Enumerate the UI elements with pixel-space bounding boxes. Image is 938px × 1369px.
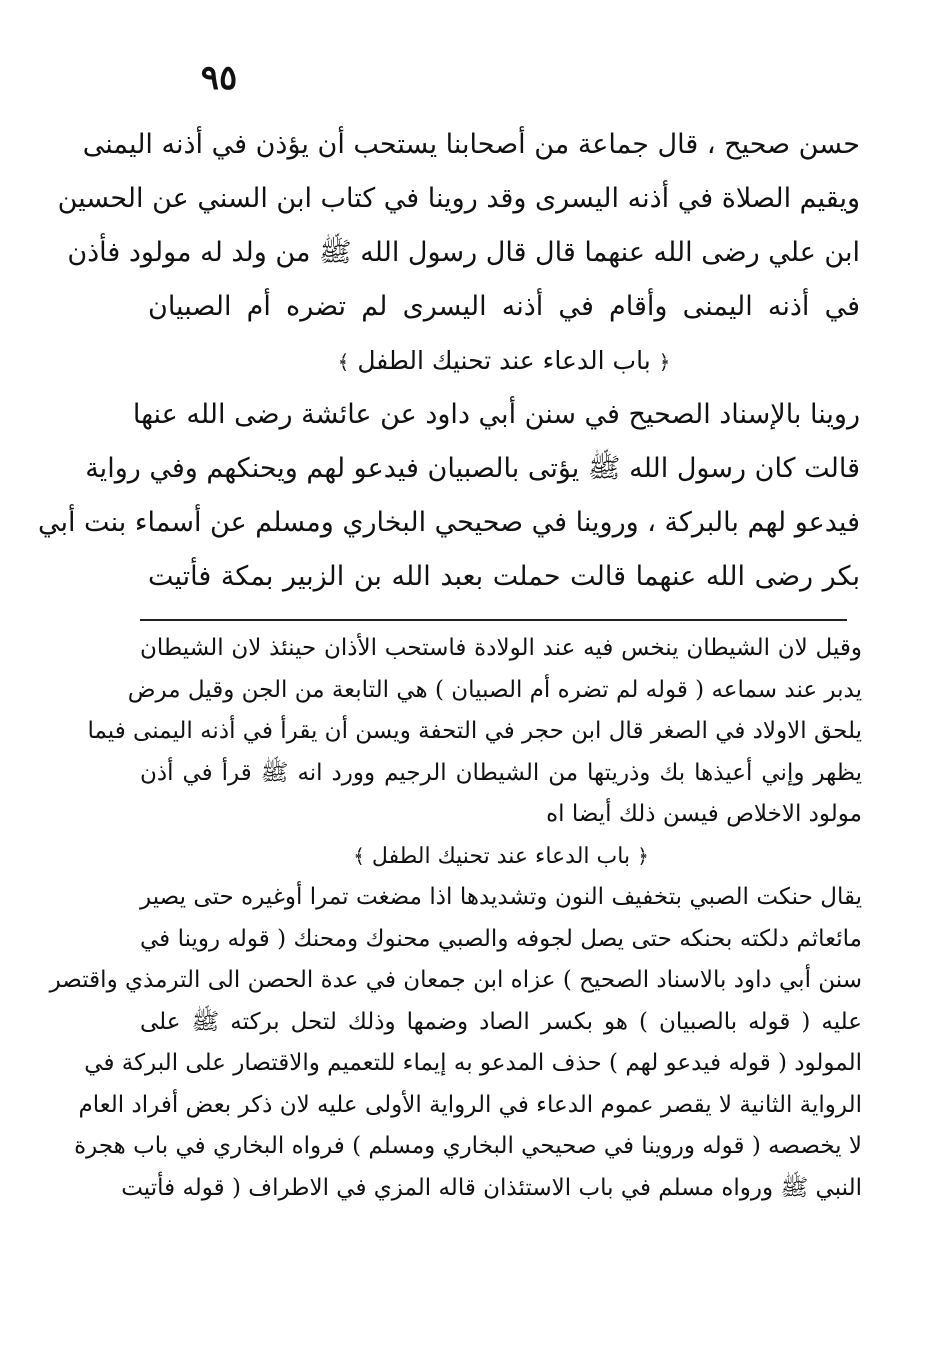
page-number: ٩٥ xyxy=(200,58,238,98)
commentary-line: لا يخصصه ( قوله وروينا في صحيحي البخاري ومسلم ) فرواه البخاري في باب هجرة xyxy=(74,1133,862,1159)
section-heading xyxy=(148,334,860,388)
commentary-line: النبي ﷺ ورواه مسلم في باب الاستئذان قاله المزي في الاطراف ( قوله فأتيت xyxy=(121,1174,862,1201)
commentary-line: يظهر وإني أعيذها بك وذريتها من الشيطان الرجيم وورد انه ﷺ قرأ في أذن xyxy=(140,759,862,786)
main-text xyxy=(37,118,860,604)
commentary-line: يلحق الاولاد في الصغر قال ابن حجر في التحفة ويسن أن يقرأ في أذنه اليمنى فيما xyxy=(87,718,862,744)
main-line: قالت كان رسول الله ﷺ يؤتى بالصبيان فيدعو لهم ويحنكهم وفي رواية xyxy=(85,453,860,484)
commentary-line: وقيل لان الشيطان ينخس فيه عند الولادة فاستحب الأذان حينئذ لان الشيطان xyxy=(140,635,862,661)
main-line: روينا بالإسناد الصحيح في سنن أبي داود عن عائشة رضى الله عنها xyxy=(132,399,860,430)
commentary-line: سنن أبي داود بالاسناد الصحيح ) عزاه ابن جمعان في عدة الحصن الى الترمذي واقتصر xyxy=(49,967,862,993)
main-line: ويقيم الصلاة في أذنه اليسرى وقد روينا في كتاب ابن السني عن الحسين xyxy=(57,183,860,214)
main-line: حسن صحيح ، قال جماعة من أصحابنا يستحب أن يؤذن في أذنه اليمنى xyxy=(82,129,860,160)
ornament-open: ﴿ xyxy=(637,843,649,868)
commentary-line: مائعاثم دلكته بحنكه حتى يصل لجوفه والصبي محنوك ومحنك ( قوله روينا في xyxy=(140,925,862,952)
section-heading-text: باب الدعاء عند تحنيك الطفل xyxy=(357,346,651,375)
main-line: بكر رضى الله عنهما قالت حملت بعبد الله بن الزبير بمكة فأتيت xyxy=(148,561,860,592)
main-line: في أذنه اليمنى وأقام في أذنه اليسرى لم تضره أم الصبيان xyxy=(148,291,860,322)
footnote-divider xyxy=(140,619,847,621)
commentary-line: عليه ( قوله بالصبيان ) هو بكسر الصاد وضمها وذلك لتحل بركته ﷺ على xyxy=(140,1008,862,1035)
commentary-heading xyxy=(140,836,862,878)
commentary-line: الرواية الثانية لا يقصر عموم الدعاء في الرواية الأولى عليه لان ذكر بعض أفراد العام xyxy=(78,1091,862,1118)
main-line: فيدعو لهم بالبركة ، وروينا في صحيحي البخاري ومسلم عن أسماء بنت أبي xyxy=(37,507,860,538)
main-line: ابن علي رضى الله عنهما قال قال رسول الله ﷺ من ولد له مولود فأذن xyxy=(67,237,860,268)
commentary-line: المولود ( قوله فيدعو لهم ) حذف المدعو به إيماء للتعميم والاقتصار على البركة في xyxy=(84,1050,862,1076)
ornament-close: ﴾ xyxy=(353,843,365,868)
commentary-text xyxy=(49,628,862,1209)
commentary-line: مولود الاخلاص فيسن ذلك أيضا اه xyxy=(546,801,862,827)
commentary-line: يدبر عند سماعه ( قوله لم تضره أم الصبيان ) هي التابعة من الجن وقيل مرض xyxy=(127,676,862,703)
commentary-line: يقال حنكت الصبي بتخفيف النون وتشديدها اذا مضغت تمرا أوغيره حتى يصير xyxy=(140,884,862,910)
ornament-close: ﴾ xyxy=(337,350,350,374)
ornament-open: ﴿ xyxy=(658,350,671,374)
commentary-heading-text: باب الدعاء عند تحنيك الطفل xyxy=(371,843,631,869)
